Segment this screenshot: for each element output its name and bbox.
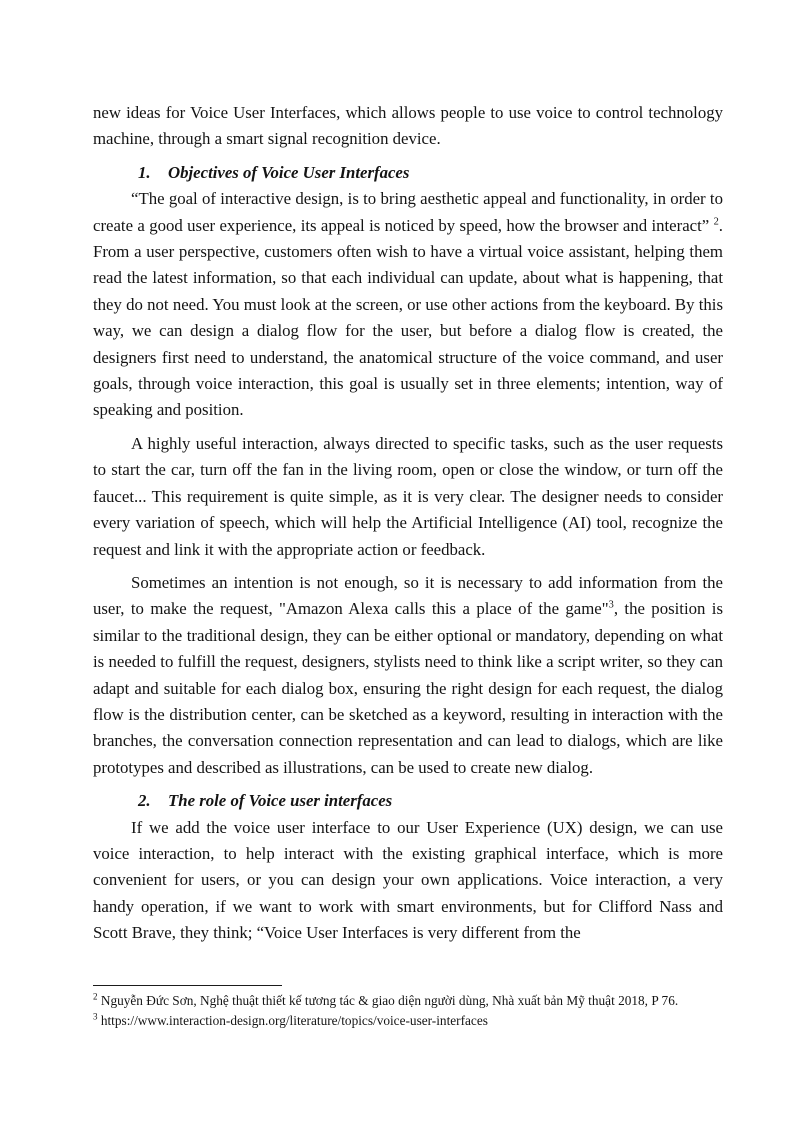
footnote-3 (93, 1011, 723, 1031)
section-number: 2. (138, 791, 151, 811)
footnote-reference-3: 3 (608, 599, 614, 611)
section-heading-1 (93, 160, 723, 186)
footnote-separator-line (93, 985, 282, 986)
section-number: 1. (138, 162, 151, 182)
paragraph-if-we-add-voice-ui: If we add the voice user interface to our User Experience (UX) design, we can use voice interaction, to help interact with the existing graphical interface, which is more convenient for users, or you can design your own applications. Voice interaction, a very handy operation, if we want to work with smart environments, but for Clifford Nass and Scott Brave, they think; “Voice User Interfaces is very different from the (93, 817, 723, 943)
footnote-marker-2: 2 (93, 991, 98, 1002)
paragraph-text: “The goal of interactive design, is to bring aesthetic appeal and functionality, in order to create a good user experience, its appeal is noticed by speed, how the browser and interact” (93, 189, 723, 235)
paragraph-intro: new ideas for Voice User Interfaces, which allows people to use voice to control technology machine, through a smart signal recognition device. (93, 103, 723, 149)
paragraph-text: Sometimes an intention is not enough, so it is necessary to add information from the user, to make the request, "Amazon Alexa calls this a place of the game" (93, 572, 723, 619)
paragraph-sometimes-an-intention (93, 570, 723, 781)
footnote-reference-2: 2 (713, 216, 719, 228)
footnote-text: https://www.interaction-design.org/literature/topics/voice-user-interfaces (97, 1012, 488, 1028)
paragraph-text: , the position is similar to the traditional design, they can be either optional or mandatory, depending on what is needed to fulfill the request, designers, stylists need to think like a script writer, so they can adapt and suitable for each dialog box, ensuring the right design for each request, the dialog flow is the distribution center, can be sketched as a keyword, resulting in interaction with the branches, the conversation connection representation and can lead to dialogs, which are like prototypes and described as illustrations, can be used to create new dialog. (93, 599, 723, 777)
footnote-text: Nguyễn Đức Sơn, Nghệ thuật thiết kế tương tác & giao diện người dùng, Nhà xuất bản Mỹ thuật 2018, P 76. (97, 993, 679, 1008)
paragraph-text: . From a user perspective, customers often wish to have a virtual voice assistant, helping them read the latest information, so that each individual can update, about what is happening, that they do not need. You must look at the screen, or use other actions from the keyboard. By this way, we can design a dialog flow for the user, but before a dialog flow is created, the designers first need to understand, the anatomical structure of the voice command, and user goals, through voice interaction, this goal is usually set in three elements; intention, way of speaking and position. (93, 215, 723, 420)
paragraph-highly-useful-interaction: A highly useful interaction, always directed to specific tasks, such as the user requests to start the car, turn off the fan in the living room, open or close the window, or turn off the faucet... This requirement is quite simple, as it is very clear. The designer needs to consider every variation of speech, which will help the Artificial Intelligence (AI) tool, recognize the request and link it with the appropriate action or feedback. (93, 433, 723, 559)
footnotes-area (93, 985, 723, 1030)
footnote-marker-3: 3 (93, 1011, 98, 1022)
section-title: The role of Voice user interfaces (168, 791, 393, 811)
section-title: Objectives of Voice User Interfaces (168, 162, 410, 182)
section-heading-2 (93, 788, 723, 814)
page-body (93, 100, 723, 947)
footnote-2 (93, 991, 723, 1011)
paragraph-goal-of-interactive-design (93, 186, 723, 424)
